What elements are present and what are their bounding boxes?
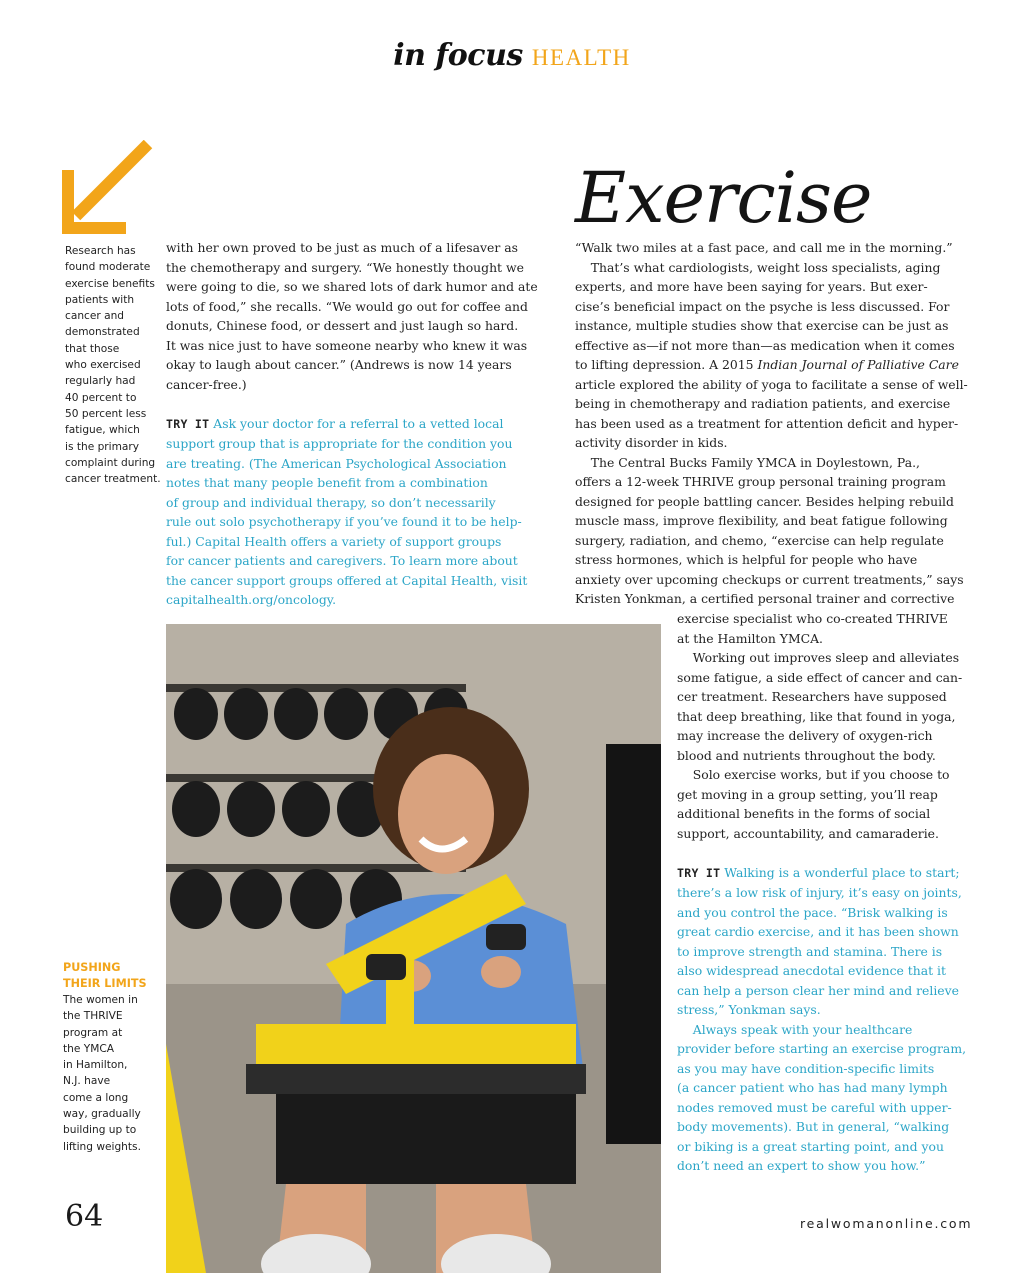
caption-line: program at: [63, 1026, 123, 1039]
sidebar-line: that those: [65, 342, 120, 355]
text-line: provider before starting an exercise program,: [677, 1041, 967, 1056]
section-header: [0, 38, 1024, 73]
sidebar-line: cancer treatment.: [65, 473, 161, 486]
text-line: donuts, Chinese food, or dessert and just laugh so hard.: [166, 318, 519, 333]
text-line: Working out improves sleep and alleviates: [677, 650, 960, 665]
sidebar-line: Research has: [65, 245, 136, 257]
text-line: rule out solo psychotherapy if you’ve found it to be help-: [166, 514, 522, 529]
text-line: support, accountability, and camaraderie.: [677, 825, 939, 841]
text-line: also widespread anecdotal evidence that it: [677, 963, 947, 978]
exercise-column-top: [575, 238, 975, 609]
try-it-text: [166, 434, 546, 610]
text-line: ful.) Capital Health offers a variety of support groups: [166, 533, 502, 549]
text-line: exercise specialist who co-created THRIVE: [677, 611, 948, 626]
sidebar-line: 40 percent to: [65, 391, 137, 404]
try-it-lead: Walking is a wonderful place to start;: [724, 864, 960, 880]
text-line: support group that is appropriate for the condition you: [166, 436, 513, 451]
story-body: [166, 238, 546, 394]
text-line: at the Hamilton YMCA.: [677, 630, 823, 646]
text-line: that deep breathing, like that found in yoga,: [677, 708, 956, 724]
sidebar-line: 50 percent less: [65, 407, 147, 420]
brand-wordmark: in focus: [393, 38, 523, 73]
text-line: for cancer patients and caregivers. To learn more about: [166, 553, 518, 568]
caption-line: lifting weights.: [63, 1140, 141, 1153]
text-line: may increase the delivery of oxygen-rich: [677, 728, 933, 743]
exercise-body-c: [677, 609, 977, 843]
text-line: offers a 12-week THRIVE group personal training program: [575, 474, 946, 489]
text-line: don’t need an expert to show you how.”: [677, 1158, 926, 1173]
caption-title-line: THEIR LIMITS: [63, 977, 147, 990]
text-line: or biking is a great starting point, and you: [677, 1138, 944, 1154]
text-line: of group and individual therapy, so don’t necessarily: [166, 494, 496, 510]
caption-line: come a long: [63, 1091, 129, 1104]
caption-line: building up to: [63, 1124, 137, 1137]
text-line: article explored the ability of yoga to facilitate a sense of well-: [575, 376, 968, 392]
section-label: HEALTH: [531, 45, 631, 70]
sidebar-line: who exercised: [65, 359, 141, 372]
page-number: 64: [65, 1199, 104, 1234]
caption-body: [63, 992, 148, 1155]
exercise-headline: Exercise: [575, 157, 872, 239]
sidebar-line: regularly had: [65, 375, 136, 388]
exercise-body-b: [575, 375, 975, 609]
text-line: can help a person clear her mind and relieve: [677, 982, 959, 998]
text-line: there’s a low risk of injury, it’s easy on joints,: [677, 885, 962, 900]
text-line: experts, and more have been saying for years. But exer-: [575, 279, 928, 294]
gym-photo: [166, 624, 661, 1273]
text-line: capitalhealth.org/oncology.: [166, 592, 337, 607]
text-line: okay to laugh about cancer.” (Andrews is now 14 years: [166, 357, 512, 372]
text-line: Solo exercise works, but if you choose to: [677, 767, 950, 782]
text-line: being in chemotherapy and radiation patients, and exercise: [575, 396, 951, 411]
text-line: the chemotherapy and surgery. “We honestly thought we: [166, 259, 524, 275]
text-line: lots of food,” she recalls. “We would go out for coffee and: [166, 298, 528, 314]
text-line: were going to die, so we shared lots of dark humor and ate: [166, 279, 538, 294]
text-line: blood and nutrients throughout the body.: [677, 747, 936, 763]
text-line: body movements). But in general, “walking: [677, 1119, 950, 1134]
text-line: cer treatment. Researchers have supposed: [677, 689, 947, 704]
text-line: Always speak with your healthcare: [677, 1021, 913, 1037]
sidebar-line: is the primary: [65, 440, 140, 453]
text-line: muscle mass, improve flexibility, and beat fatigue following: [575, 513, 948, 528]
exercise-body-a: [575, 238, 975, 355]
try-it-text: [677, 883, 977, 1176]
text-line: some fatigue, a side effect of cancer and can-: [677, 669, 963, 685]
caption-line: in Hamilton,: [63, 1059, 128, 1072]
caption-line: N.J. have: [63, 1075, 111, 1088]
caption-line: way, gradually: [63, 1108, 141, 1121]
text-line: stress hormones, which is helpful for people who have: [575, 552, 918, 567]
text-line: as you may have condition-specific limits: [677, 1060, 935, 1076]
try-it-walking: [677, 863, 977, 1176]
journal-line-lead: to lifting depression. A 2015: [575, 357, 758, 372]
photo-caption: [63, 960, 148, 1155]
try-it-lead: Ask your doctor for a referral to a vetted local: [213, 415, 504, 431]
try-it-support: [166, 414, 546, 610]
journal-title: Indian Journal of Palliative Care: [757, 357, 959, 372]
caption-line: the YMCA: [63, 1042, 115, 1055]
text-line: stress,” Yonkman says.: [677, 1002, 821, 1017]
research-sidebar: [65, 243, 161, 487]
text-line: (a cancer patient who has had many lymph: [677, 1080, 948, 1095]
text-line: additional benefits in the forms of social: [677, 806, 931, 821]
text-line: That’s what cardiologists, weight loss specialists, aging: [575, 259, 941, 275]
text-line: anxiety over upcoming checkups or current treatments,” says: [575, 571, 964, 587]
text-line: cise’s beneficial impact on the psyche is less discussed. For: [575, 298, 950, 314]
sidebar-line: demonstrated: [65, 326, 140, 339]
text-line: great cardio exercise, and it has been shown: [677, 924, 959, 939]
text-line: with her own proved to be just as much of a lifesaver as: [166, 240, 518, 255]
caption-line: the THRIVE: [63, 1010, 123, 1023]
text-line: and you control the pace. “Brisk walking is: [677, 904, 948, 920]
caption-title: [63, 960, 148, 992]
text-line: effective as—if not more than—as medication when it comes: [575, 337, 955, 353]
caption-title-line: PUSHING: [63, 961, 121, 974]
text-line: to improve strength and stamina. There is: [677, 943, 943, 959]
try-it-label: TRY IT: [677, 865, 721, 880]
sidebar-line: exercise benefits: [65, 277, 155, 290]
text-line: instance, multiple studies show that exercise can be just as: [575, 318, 949, 333]
text-line: are treating. (The American Psychological Association: [166, 455, 507, 471]
text-line: “Walk two miles at a fast pace, and call me in the morning.”: [575, 240, 953, 255]
caption-line: The women in: [63, 994, 138, 1006]
text-line: has been used as a treatment for attention deficit and hyper-: [575, 415, 959, 431]
text-line: cancer-free.): [166, 376, 247, 392]
story-column-middle: [166, 238, 546, 610]
sidebar-line: complaint during: [65, 456, 156, 469]
sidebar-line: cancer and: [65, 310, 125, 323]
text-line: Kristen Yonkman, a certified personal trainer and corrective: [575, 591, 955, 606]
text-line: surgery, radiation, and chemo, “exercise can help regulate: [575, 532, 944, 548]
arrow-down-left-icon: [62, 140, 154, 234]
text-line: It was nice just to have someone nearby who knew it was: [166, 337, 528, 353]
journal-line: [575, 355, 975, 375]
sidebar-line: found moderate: [65, 261, 151, 274]
try-it-label: TRY IT: [166, 416, 210, 431]
sidebar-line: patients with: [65, 293, 135, 306]
text-line: get moving in a group setting, you’ll reap: [677, 786, 938, 802]
text-line: nodes removed must be careful with upper-: [677, 1099, 952, 1115]
text-line: The Central Bucks Family YMCA in Doylestown, Pa.,: [575, 454, 920, 470]
exercise-column-bottom: [677, 609, 977, 1176]
text-line: activity disorder in kids.: [575, 435, 728, 450]
text-line: the cancer support groups offered at Capital Health, visit: [166, 572, 528, 588]
text-line: notes that many people benefit from a combination: [166, 475, 488, 490]
sidebar-line: fatigue, which: [65, 424, 140, 437]
text-line: designed for people battling cancer. Besides helping rebuild: [575, 493, 954, 509]
site-url: realwomanonline.com: [800, 1216, 973, 1231]
